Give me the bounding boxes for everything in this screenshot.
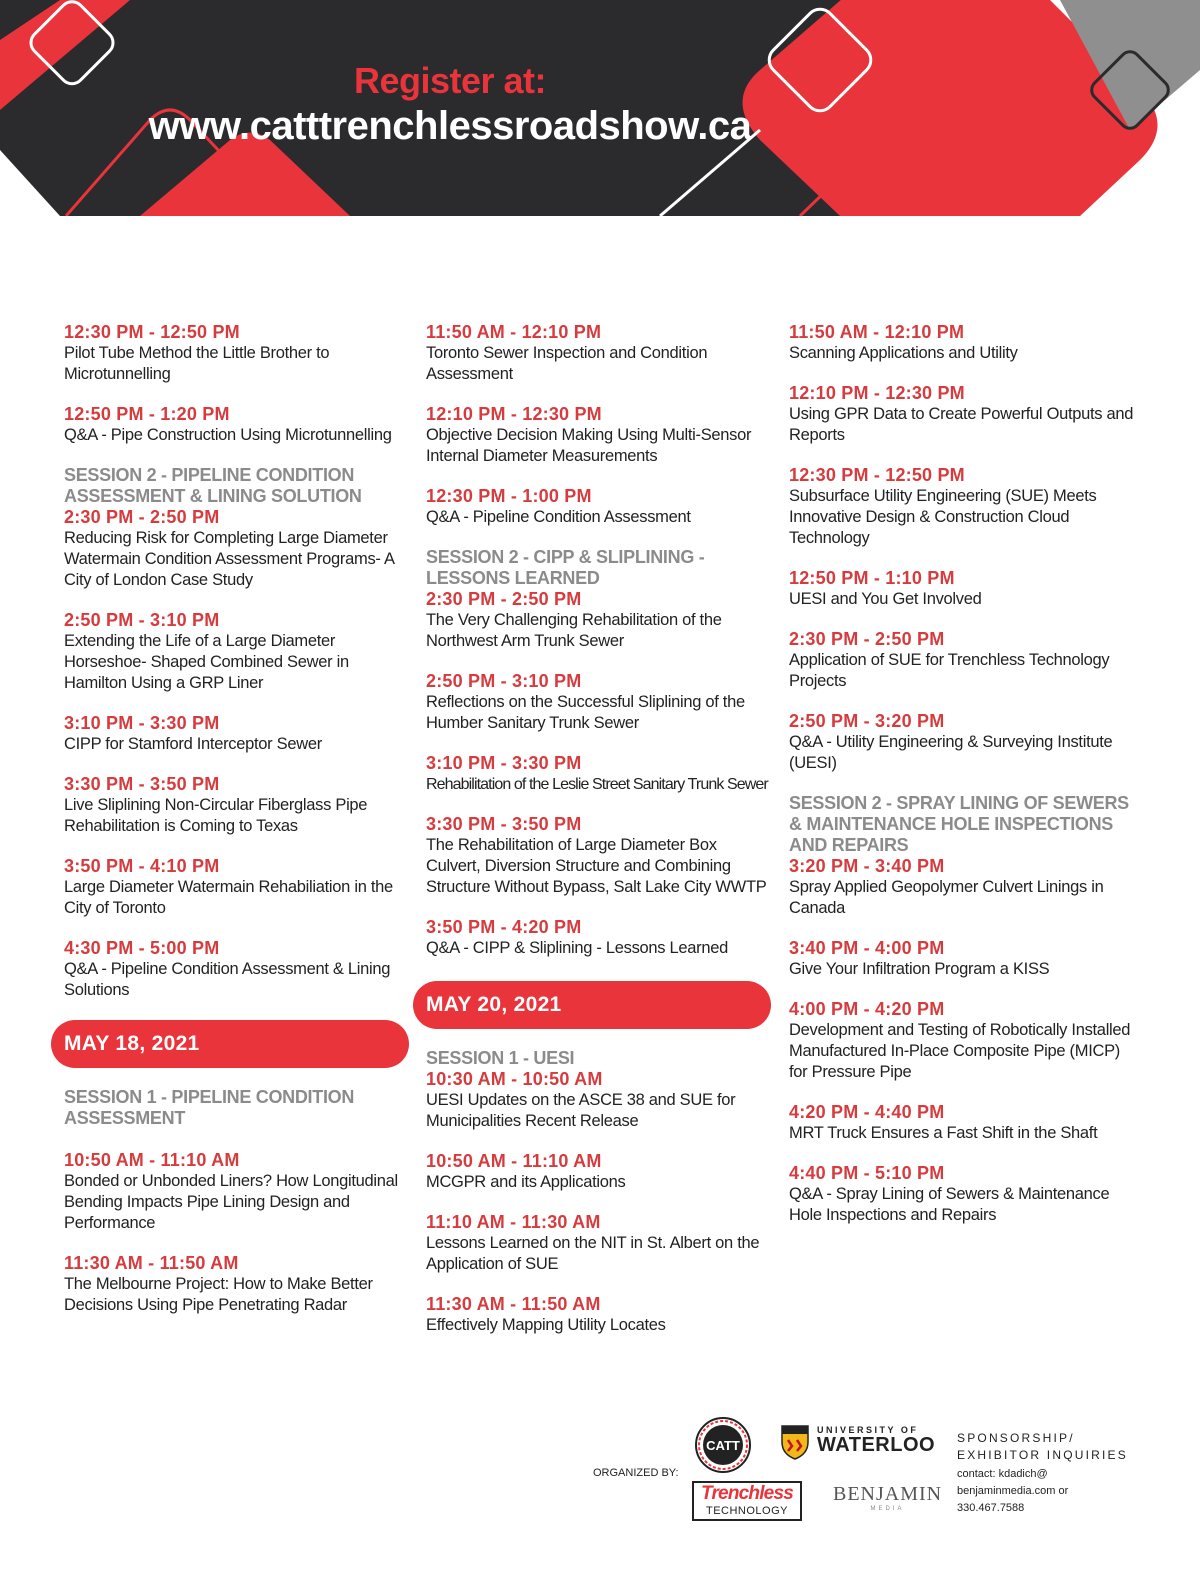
session-title: Spray Applied Geopolymer Culvert Linings in Canada <box>789 878 1104 917</box>
session-title: Q&A - Pipe Construction Using Microtunnelling <box>64 426 392 444</box>
session-time: 2:50 PM - 3:10 PM <box>64 610 220 630</box>
organized-by-label: ORGANIZED BY: <box>593 1467 679 1479</box>
session-title: UESI and You Get Involved <box>789 590 982 608</box>
schedule-item <box>426 486 771 528</box>
session-heading: SESSION 2 - CIPP & SLIPLINING - LESSONS LEARNED <box>426 547 705 588</box>
session-heading: SESSION 2 - SPRAY LINING OF SEWERS & MAINTENANCE HOLE INSPECTIONS AND REPAIRS <box>789 793 1129 855</box>
session-time: 2:50 PM - 3:10 PM <box>426 671 582 691</box>
session-title: Q&A - Spray Lining of Sewers & Maintenance Hole Inspections and Repairs <box>789 1185 1110 1224</box>
session-time: 10:50 AM - 11:10 AM <box>64 1150 240 1170</box>
schedule-item <box>426 671 771 734</box>
session-title: Reducing Risk for Completing Large Diameter Watermain Condition Assessment Programs- A City of London Case Study <box>64 529 394 589</box>
session-title: Subsurface Utility Engineering (SUE) Meets Innovative Design & Construction Cloud Technology <box>789 487 1097 547</box>
session-title: Reflections on the Successful Sliplining of the Humber Sanitary Trunk Sewer <box>426 693 745 732</box>
session-heading: SESSION 1 - PIPELINE CONDITION ASSESSMENT <box>64 1087 355 1128</box>
contact-line-1[interactable]: contact: kdadich@ <box>957 1468 1048 1480</box>
schedule-item <box>789 383 1134 446</box>
sponsorship-line-1: SPONSORSHIP/ <box>957 1431 1075 1445</box>
session-title: MRT Truck Ensures a Fast Shift in the Shaft <box>789 1124 1098 1142</box>
schedule-item <box>64 774 409 837</box>
session-title: Q&A - Utility Engineering & Surveying Institute (UESI) <box>789 733 1113 772</box>
schedule-item <box>64 938 409 1001</box>
session-title: Development and Testing of Robotically Installed Manufactured In-Place Composite Pipe (MICP) for Pressure Pipe <box>789 1021 1131 1081</box>
contact-phone[interactable]: 330.467.7588 <box>957 1502 1025 1514</box>
waterloo-logo-text <box>817 1425 935 1455</box>
session-title: Q&A - Pipeline Condition Assessment & Lining Solutions <box>64 960 391 999</box>
session-time: 3:10 PM - 3:30 PM <box>426 753 582 773</box>
session-time: 12:10 PM - 12:30 PM <box>426 404 602 424</box>
session-title: UESI Updates on the ASCE 38 and SUE for Municipalities Recent Release <box>426 1091 736 1130</box>
schedule-item <box>789 322 1134 364</box>
waterloo-big: WATERLOO <box>817 1434 936 1456</box>
schedule-column-2 <box>426 322 771 1355</box>
session-time: 4:20 PM - 4:40 PM <box>789 1102 945 1122</box>
session-time: 10:50 AM - 11:10 AM <box>426 1151 602 1171</box>
session-time: 3:20 PM - 3:40 PM <box>789 856 945 876</box>
schedule-item <box>789 629 1134 692</box>
session-heading: SESSION 1 - UESI <box>426 1048 575 1068</box>
schedule-item <box>426 589 771 652</box>
benjamin-logo-word: BENJAMIN <box>833 1483 943 1505</box>
session-time: 12:10 PM - 12:30 PM <box>789 383 965 403</box>
trenchless-logo-word: Trenchless <box>701 1483 793 1504</box>
session-time: 10:30 AM - 10:50 AM <box>426 1069 603 1089</box>
schedule-item <box>64 856 409 919</box>
session-time: 3:40 PM - 4:00 PM <box>789 938 945 958</box>
schedule-item <box>789 711 1134 774</box>
session-title: Q&A - CIPP & Sliplining - Lessons Learned <box>426 939 728 957</box>
register-url[interactable]: www.catttrenchlessroadshow.ca <box>148 104 752 148</box>
session-title: MCGPR and its Applications <box>426 1173 626 1191</box>
session-time: 12:50 PM - 1:10 PM <box>789 568 955 588</box>
schedule-item <box>789 568 1134 610</box>
session-title: Application of SUE for Trenchless Technology Projects <box>789 651 1110 690</box>
session-title: The Rehabilitation of Large Diameter Box Culvert, Diversion Structure and Combining Structure Without Bypass, Salt Lake City WWTP <box>426 836 767 896</box>
session-time: 4:00 PM - 4:20 PM <box>789 999 945 1019</box>
schedule-item <box>789 856 1134 919</box>
schedule-item <box>789 465 1134 549</box>
session-time: 2:30 PM - 2:50 PM <box>789 629 945 649</box>
session-title: CIPP for Stamford Interceptor Sewer <box>64 735 322 753</box>
session-title: Q&A - Pipeline Condition Assessment <box>426 508 691 526</box>
schedule-item <box>426 404 771 467</box>
session-title: Using GPR Data to Create Powerful Outputs and Reports <box>789 405 1134 444</box>
schedule-item <box>426 1212 771 1275</box>
schedule-item <box>426 753 771 795</box>
session-time: 3:10 PM - 3:30 PM <box>64 713 220 733</box>
session-title: Extending the Life of a Large Diameter Horseshoe- Shaped Combined Sewer in Hamilton Using a GRP Liner <box>64 632 349 692</box>
session-time: 2:50 PM - 3:20 PM <box>789 711 945 731</box>
session-time: 4:40 PM - 5:10 PM <box>789 1163 945 1183</box>
technology-logo-word: TECHNOLOGY <box>705 1505 788 1517</box>
schedule-item <box>426 322 771 385</box>
schedule-item <box>789 1102 1134 1144</box>
session-title: Scanning Applications and Utility <box>789 344 1018 362</box>
day-header: MAY 20, 2021 <box>413 981 771 1029</box>
session-title: Lessons Learned on the NIT in St. Albert on the Application of SUE <box>426 1234 760 1273</box>
schedule-item <box>426 1069 771 1132</box>
schedule-item <box>64 507 409 591</box>
register-label: Register at: <box>353 60 547 101</box>
contact-line-2[interactable]: benjaminmedia.com or <box>957 1485 1069 1497</box>
session-title: The Melbourne Project: How to Make Better Decisions Using Pipe Penetrating Radar <box>64 1275 373 1314</box>
schedule-item <box>64 1150 409 1234</box>
session-time: 3:30 PM - 3:50 PM <box>426 814 582 834</box>
schedule-item <box>64 610 409 694</box>
session-title: Rehabilitation of the Leslie Street Sanitary Trunk Sewer <box>426 776 768 793</box>
schedule-item <box>426 1151 771 1193</box>
session-time: 3:50 PM - 4:10 PM <box>64 856 220 876</box>
schedule-item <box>426 1294 771 1336</box>
session-time: 12:30 PM - 1:00 PM <box>426 486 592 506</box>
session-time: 12:30 PM - 12:50 PM <box>64 322 240 342</box>
day-header: MAY 18, 2021 <box>51 1020 409 1068</box>
benjamin-media-logo <box>833 1483 942 1512</box>
catt-logo-text: CATT <box>706 1438 740 1453</box>
sponsorship-info <box>957 1430 1128 1517</box>
session-title: Objective Decision Making Using Multi-Sensor Internal Diameter Measurements <box>426 426 752 465</box>
session-time: 4:30 PM - 5:00 PM <box>64 938 220 958</box>
session-time: 11:30 AM - 11:50 AM <box>426 1294 601 1314</box>
waterloo-small: UNIVERSITY OF <box>817 1425 919 1435</box>
session-time: 11:50 AM - 12:10 PM <box>789 322 965 342</box>
schedule-item <box>64 1253 409 1316</box>
session-title: Live Sliplining Non-Circular Fiberglass Pipe Rehabilitation is Coming to Texas <box>64 796 368 835</box>
session-title: Bonded or Unbonded Liners? How Longitudinal Bending Impacts Pipe Lining Design and Performance <box>64 1172 398 1232</box>
schedule-item <box>789 938 1134 980</box>
schedule-item <box>64 322 409 385</box>
trenchless-technology-logo <box>692 1481 802 1521</box>
schedule-column-3 <box>789 322 1134 1245</box>
session-title: The Very Challenging Rehabilitation of the Northwest Arm Trunk Sewer <box>426 611 722 650</box>
session-time: 11:10 AM - 11:30 AM <box>426 1212 601 1232</box>
session-title: Large Diameter Watermain Rehabiliation in the City of Toronto <box>64 878 393 917</box>
session-time: 12:50 PM - 1:20 PM <box>64 404 230 424</box>
catt-logo <box>694 1416 752 1479</box>
session-time: 11:50 AM - 12:10 PM <box>426 322 602 342</box>
session-title: Pilot Tube Method the Little Brother to Microtunnelling <box>64 344 330 383</box>
session-time: 2:30 PM - 2:50 PM <box>426 589 582 609</box>
sponsorship-line-2: EXHIBITOR INQUIRIES <box>957 1448 1128 1462</box>
waterloo-crest-icon <box>780 1424 810 1465</box>
session-title: Toronto Sewer Inspection and Condition Assessment <box>426 344 708 383</box>
session-time: 11:30 AM - 11:50 AM <box>64 1253 239 1273</box>
header-banner <box>0 0 1200 216</box>
session-time: 12:30 PM - 12:50 PM <box>789 465 965 485</box>
session-heading: SESSION 2 - PIPELINE CONDITION ASSESSMENT & LINING SOLUTION <box>64 465 362 506</box>
schedule-item <box>789 999 1134 1083</box>
media-logo-word: MEDIA <box>870 1506 905 1512</box>
schedule-item <box>64 404 409 446</box>
schedule-item <box>426 917 771 959</box>
schedule-column-1 <box>64 322 409 1335</box>
session-title: Effectively Mapping Utility Locates <box>426 1316 666 1334</box>
session-title: Give Your Infiltration Program a KISS <box>789 960 1050 978</box>
session-time: 3:30 PM - 3:50 PM <box>64 774 220 794</box>
session-time: 2:30 PM - 2:50 PM <box>64 507 220 527</box>
schedule-item <box>789 1163 1134 1226</box>
session-time: 3:50 PM - 4:20 PM <box>426 917 582 937</box>
schedule-item <box>64 713 409 755</box>
schedule-item <box>426 814 771 898</box>
